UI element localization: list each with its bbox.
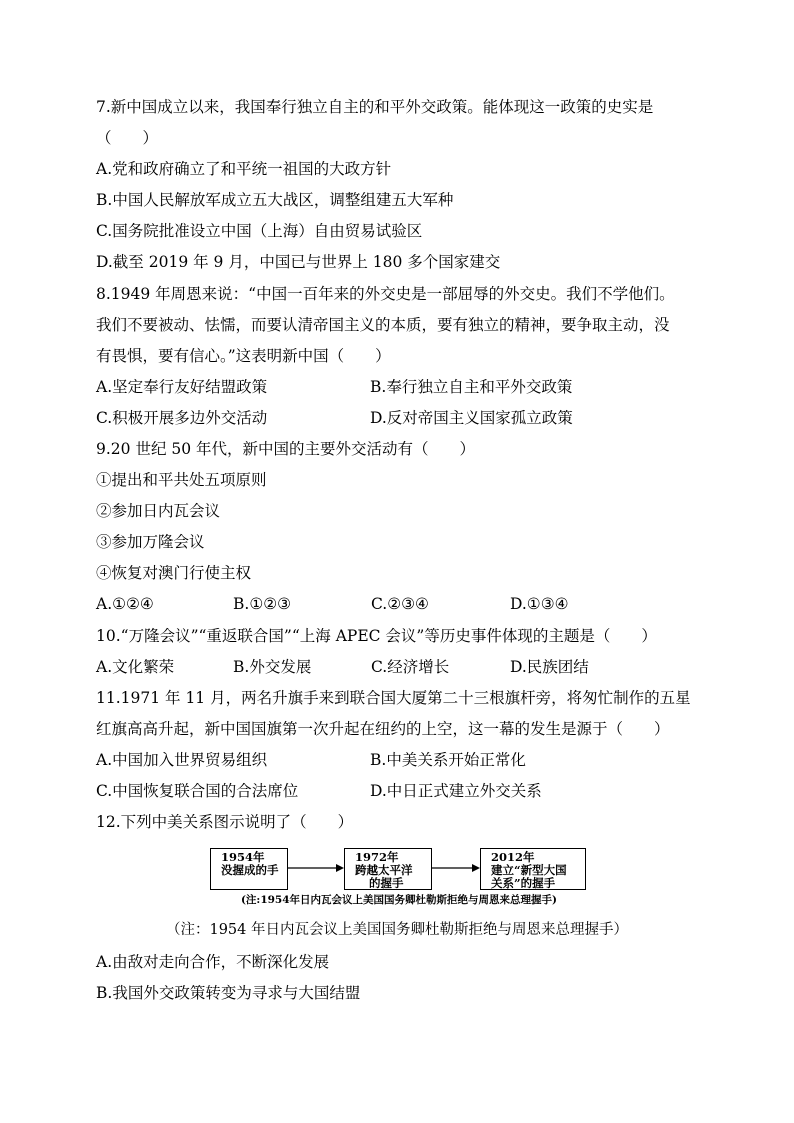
q8-stem-line1: 8.1949 年周恩来说：“中国一百年来的外交史是一部屈辱的外交史。我们不学他们。 xyxy=(96,285,675,303)
q8-stem-line3: 有畏惧，要有信心。”这表明新中国（ ） xyxy=(96,347,391,365)
q10-option-a: A.文化繁荣 xyxy=(96,658,175,676)
q8-stem-line2: 我们不要被动、怯懦，而要认清帝国主义的本质，要有独立的精神，要争取主动，没 xyxy=(96,316,670,334)
box-2012-text-2: 关系”的握手 xyxy=(491,876,556,890)
q7-option-c: C.国务院批准设立中国（上海）自由贸易试验区 xyxy=(96,222,423,240)
q10-option-d: D.民族团结 xyxy=(510,658,589,676)
q11-option-c: C.中国恢复联合国的合法席位 xyxy=(96,782,299,800)
q9-item-2: ②参加日内瓦会议 xyxy=(96,502,221,520)
q11-option-b: B.中美关系开始正常化 xyxy=(370,751,526,769)
q8-option-b: B.奉行独立自主和平外交政策 xyxy=(370,378,573,396)
q12-stem: 12.下列中美关系图示说明了（ ） xyxy=(96,813,354,831)
q9-stem: 9.20 世纪 50 年代，新中国的主要外交活动有（ ） xyxy=(96,440,476,458)
box-2012-text-1: 建立“新型大国 xyxy=(491,863,567,877)
q9-item-3: ③参加万隆会议 xyxy=(96,533,205,551)
q11-option-a: A.中国加入世界贸易组织 xyxy=(96,751,268,769)
diagram-box-1972 xyxy=(344,848,432,890)
arrow-2 xyxy=(432,862,480,874)
q10-stem: 10.“万隆会议”“重返联合国”“上海 APEC 会议”等历史事件体现的主题是（ ） xyxy=(96,627,657,645)
box-1954-text: 没握成的手 xyxy=(221,863,279,877)
q12-note: （注：1954 年日内瓦会议上美国国务卿杜勒斯拒绝与周恩来总理握手） xyxy=(165,922,628,938)
q8-option-c: C.积极开展多边外交活动 xyxy=(96,409,268,427)
diagram-caption: (注:1954年日内瓦会议上美国国务卿杜勒斯拒绝与周恩来总理握手) xyxy=(240,894,558,906)
q9-option-a: A.①②④ xyxy=(96,595,154,613)
q7-option-d: D.截至 2019 年 9 月，中国已与世界上 180 多个国家建交 xyxy=(96,253,501,271)
q9-item-1: ①提出和平共处五项原则 xyxy=(96,471,267,489)
q8-option-d: D.反对帝国主义国家孤立政策 xyxy=(370,409,573,427)
diagram-box-1954 xyxy=(210,848,288,890)
q10-option-b: B.外交发展 xyxy=(233,658,312,676)
box-1972-text-1: 跨越太平洋 xyxy=(355,863,413,877)
q10-option-c: C.经济增长 xyxy=(371,658,450,676)
q7-option-a: A.党和政府确立了和平统一祖国的大政方针 xyxy=(96,160,392,178)
q9-option-c: C.②③④ xyxy=(371,595,429,613)
box-1972-year: 1972年 xyxy=(355,850,399,864)
q11-stem-line1: 11.1971 年 11 月，两名升旗手来到联合国大厦第二十三根旗杆旁，将匆忙制作的五星 xyxy=(96,689,691,707)
q9-item-4: ④恢复对澳门行使主权 xyxy=(96,564,252,582)
q7-stem-line2: （ ） xyxy=(96,129,159,147)
box-1954-year: 1954年 xyxy=(221,850,265,864)
sino-us-relations-diagram xyxy=(210,846,588,906)
q7-stem-line1: 7.新中国成立以来，我国奉行独立自主的和平外交政策。能体现这一政策的史实是 xyxy=(96,98,654,116)
arrow-1 xyxy=(288,862,344,874)
box-1972-text-2: 的握手 xyxy=(369,876,404,890)
q9-option-d: D.①③④ xyxy=(510,595,569,613)
diagram-box-2012 xyxy=(480,848,586,890)
q12-option-b: B.我国外交政策转变为寻求与大国结盟 xyxy=(96,984,361,1002)
box-2012-year: 2012年 xyxy=(491,850,535,864)
q7-option-b: B.中国人民解放军成立五大战区，调整组建五大军种 xyxy=(96,191,454,209)
q8-option-a: A.坚定奉行友好结盟政策 xyxy=(96,378,268,396)
q9-option-b: B.①②③ xyxy=(233,595,292,613)
q12-option-a: A.由敌对走向合作，不断深化发展 xyxy=(96,953,330,971)
q11-option-d: D.中日正式建立外交关系 xyxy=(370,782,542,800)
q11-stem-line2: 红旗高高升起，新中国国旗第一次升起在纽约的上空，这一幕的发生是源于（ ） xyxy=(96,720,670,738)
